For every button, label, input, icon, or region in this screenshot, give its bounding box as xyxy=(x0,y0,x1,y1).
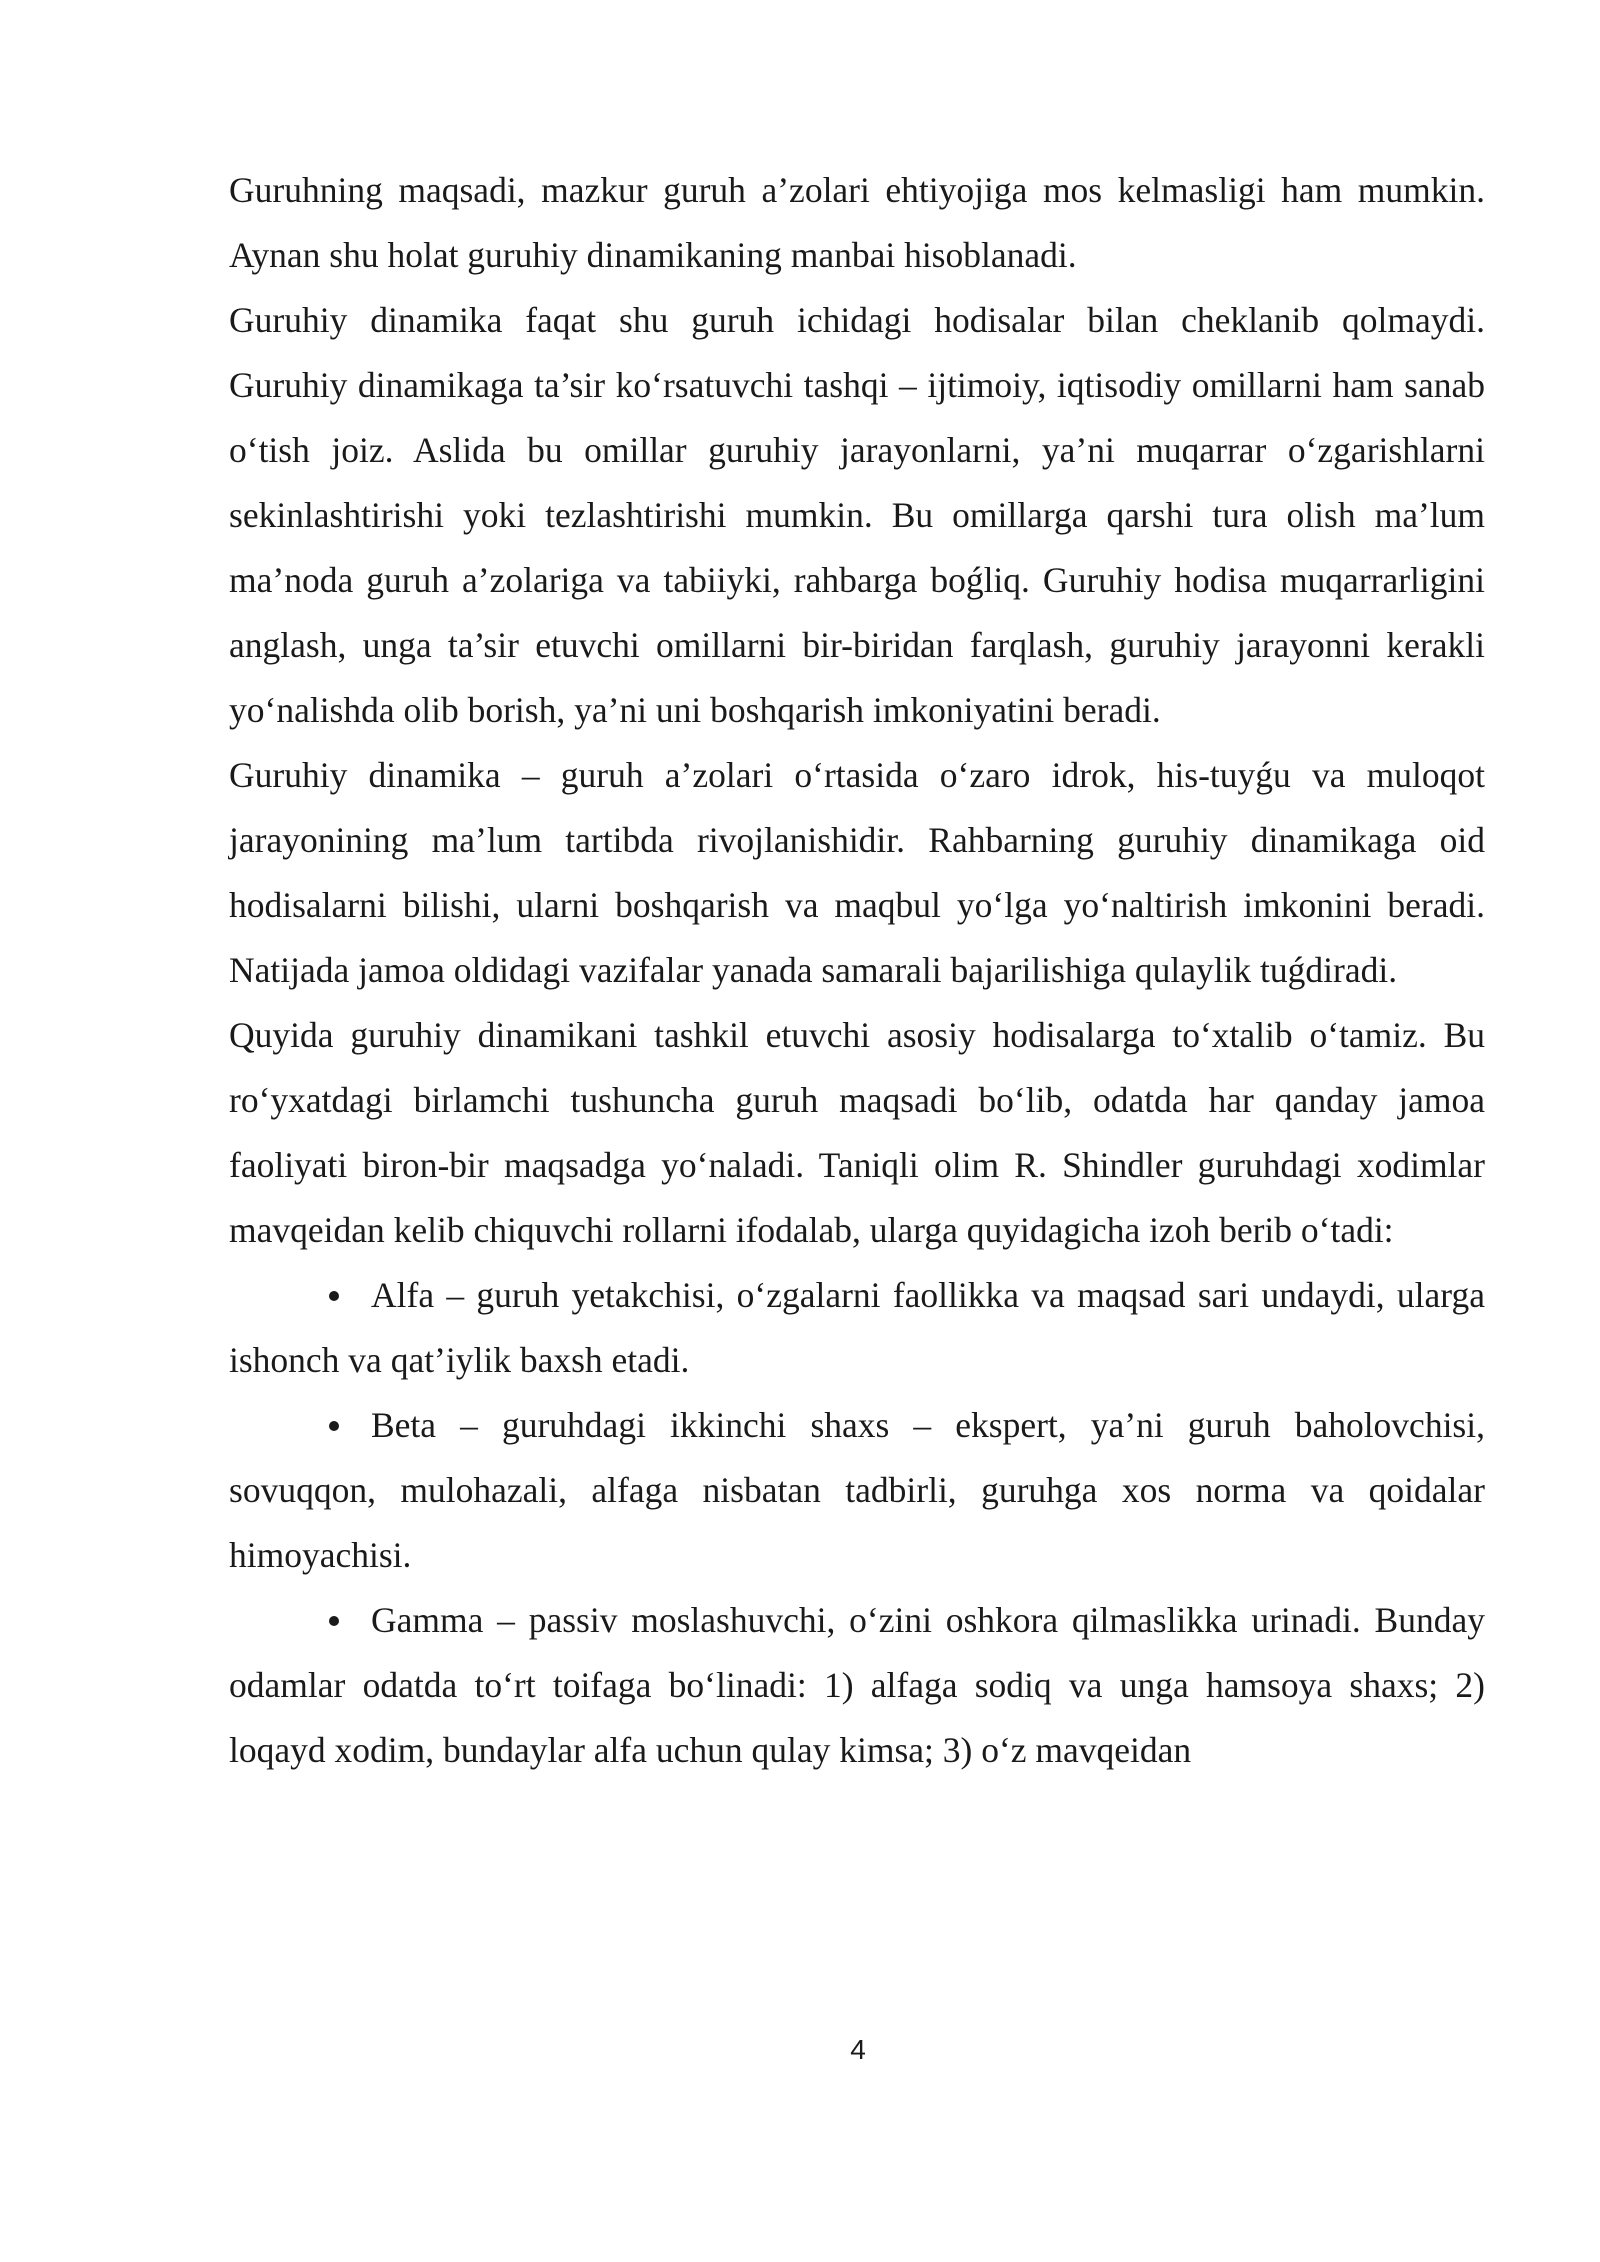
bullet-item xyxy=(229,1588,1485,1783)
bullet-item xyxy=(229,1263,1485,1393)
bullet-text: Beta – guruhdagi ikkinchi shaxs – ekspert, ya’ni guruh baholovchisi, sovuqqon, mulohazali, alfaga nisbatan tadbirli, guruhga xos norma va qoidalar himoyachisi. xyxy=(229,1405,1485,1575)
bullet-icon xyxy=(329,1616,339,1626)
bullet-text: Gamma – passiv moslashuvchi, o‘zini oshkora qilmaslikka urinadi. Bunday odamlar odatda to‘rt toifaga bo‘linadi: 1) alfaga sodiq va unga hamsoya shaxs; 2) loqayd xodim, bundaylar alfa uchun qulay kimsa; 3) o‘z mavqeidan xyxy=(229,1600,1485,1770)
bullet-text: Alfa – guruh yetakchisi, o‘zgalarni faollikka va maqsad sari undaydi, ularga ishonch va qat’iylik baxsh etadi. xyxy=(229,1275,1485,1380)
document-body xyxy=(229,158,1485,1783)
paragraph: Guruhiy dinamika – guruh a’zolari o‘rtasida o‘zaro idrok, his-tuyǵu va muloqot jarayonining ma’lum tartibda rivojlanishidir. Rahbarning guruhiy dinamikaga oid hodisalarni bilishi, ularni boshqarish va maqbul yo‘lga yo‘naltirish imkonini beradi. Natijada jamoa oldidagi vazifalar yanada samarali bajarilishiga qulaylik tuǵdiradi. xyxy=(229,755,1485,990)
bullet-icon xyxy=(329,1421,339,1431)
paragraph: Guruhning maqsadi, mazkur guruh a’zolari ehtiyojiga mos kelmasligi ham mumkin. Aynan shu holat guruhiy dinamikaning manbai hisoblanadi. xyxy=(229,170,1485,275)
page-number: 4 xyxy=(850,2034,866,2065)
paragraph: Quyida guruhiy dinamikani tashkil etuvchi asosiy hodisalarga to‘xtalib o‘tamiz. Bu ro‘yxatdagi birlamchi tushuncha guruh maqsadi bo‘lib, odatda har qanday jamoa faoliyati biron-bir maqsadga yo‘naladi. Taniqli olim R. Shindler guruhdagi xodimlar mavqeidan kelib chiquvchi rollarni ifodalab, ularga quyidagicha izoh berib o‘tadi: xyxy=(229,1015,1485,1250)
bullet-icon xyxy=(329,1291,339,1301)
paragraph: Guruhiy dinamika faqat shu guruh ichidagi hodisalar bilan cheklanib qolmaydi. Guruhiy dinamikaga ta’sir ko‘rsatuvchi tashqi – ijtimoiy, iqtisodiy omillarni ham sanab o‘tish joiz. Aslida bu omillar guruhiy jarayonlarni, ya’ni muqarrar o‘zgarishlarni sekinlashtirishi yoki tezlashtirishi mumkin. Bu omillarga qarshi tura olish ma’lum ma’noda guruh a’zolariga va tabiiyki, rahbarga boǵliq. Guruhiy hodisa muqarrarligini anglash, unga ta’sir etuvchi omillarni bir-biridan farqlash, guruhiy jarayonni kerakli yo‘nalishda olib borish, ya’ni uni boshqarish imkoniyatini beradi. xyxy=(229,300,1485,730)
bullet-item xyxy=(229,1393,1485,1588)
